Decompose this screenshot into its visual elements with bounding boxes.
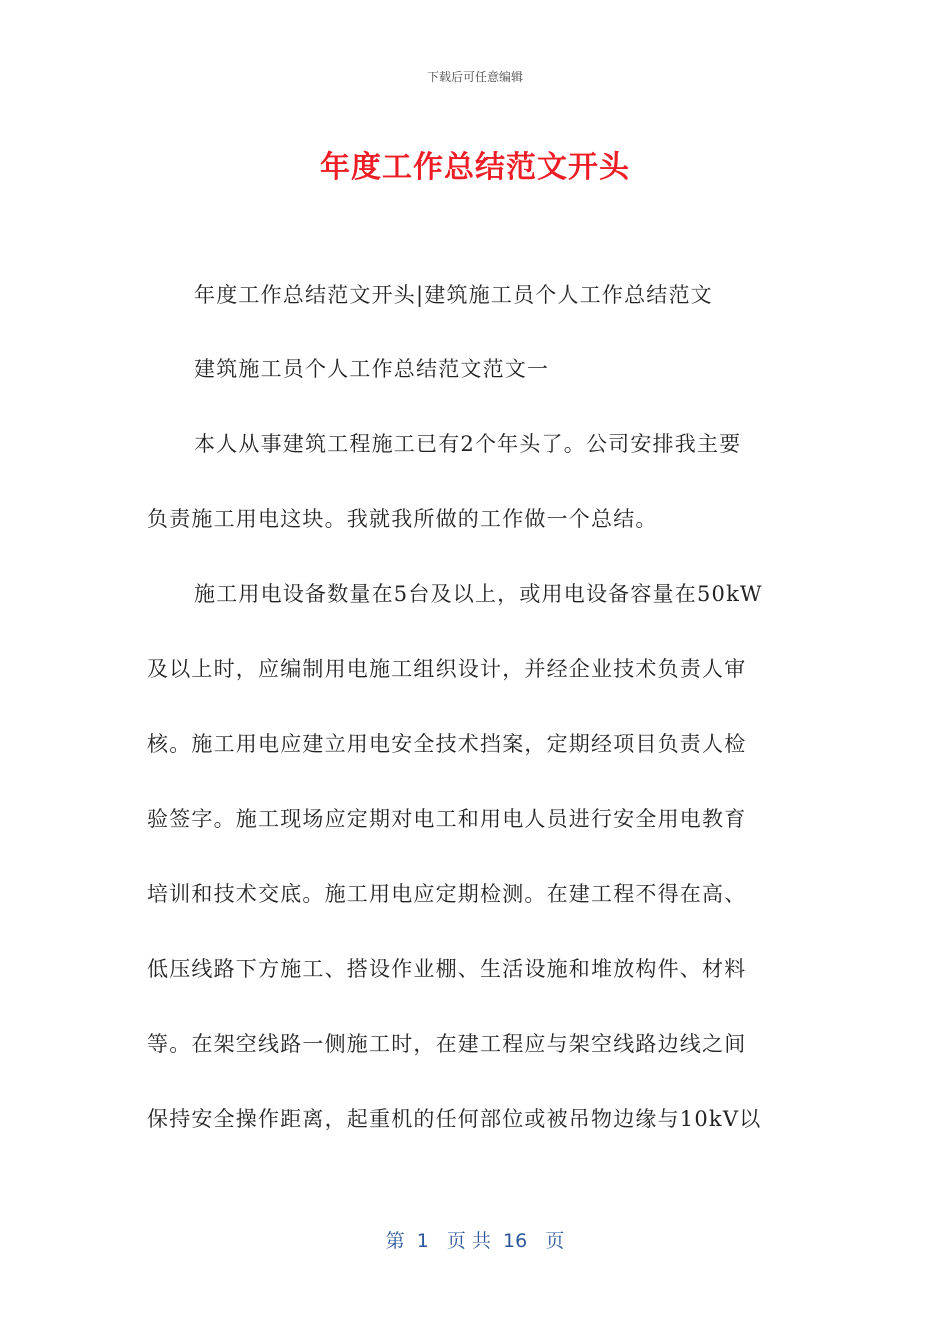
body-line: 低压线路下方施工、搭设作业棚、生活设施和堆放构件、材料 [147, 957, 747, 981]
header-note: 下载后可任意编辑 [426, 70, 523, 84]
body-line: 及以上时，应编制用电施工组织设计，并经企业技术负责人审 [147, 657, 747, 681]
body-line: 本人从事建筑工程施工已有2个年头了。公司安排我主要 [194, 432, 742, 456]
body-line: 年度工作总结范文开头|建筑施工员个人工作总结范文 [194, 283, 713, 307]
body-line: 验签字。施工现场应定期对电工和用电人员进行安全用电教育 [147, 807, 747, 831]
body-line: 等。在架空线路一侧施工时，在建工程应与架空线路边线之间 [147, 1032, 747, 1056]
body-line: 建筑施工员个人工作总结范文范文一 [194, 357, 550, 381]
body-line: 负责施工用电这块。我就我所做的工作做一个总结。 [147, 507, 658, 531]
body-line: 施工用电设备数量在5台及以上，或用电设备容量在50kW [194, 582, 763, 606]
page-number-footer: 第 1 页 共 16 页 [385, 1230, 565, 1252]
body-line: 培训和技术交底。施工用电应定期检测。在建工程不得在高、 [147, 882, 747, 906]
body-line: 保持安全操作距离，起重机的任何部位或被吊物边缘与10kV以 [147, 1107, 762, 1131]
body-line: 核。施工用电应建立用电安全技术挡案，定期经项目负责人检 [147, 732, 747, 756]
document-title: 年度工作总结范文开头 [320, 150, 630, 185]
